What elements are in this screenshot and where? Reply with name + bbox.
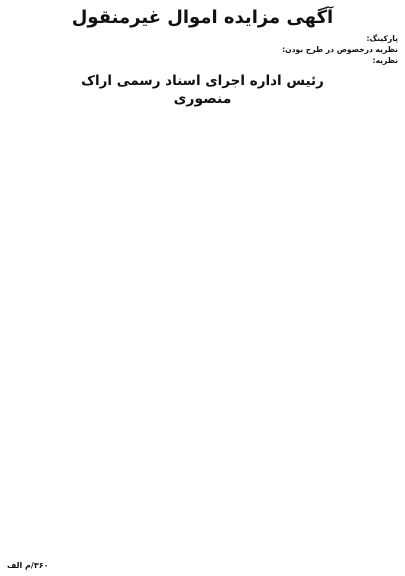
paragraph-lead: نظریه: — [372, 56, 398, 66]
notice-paragraph — [7, 33, 398, 44]
signature-block — [7, 72, 398, 108]
notice-body — [7, 33, 398, 66]
notice-paragraph — [7, 44, 398, 55]
notice-paragraph — [7, 55, 398, 66]
signature-office: رئیس اداره اجرای اسناد رسمی اراک — [81, 73, 324, 90]
paragraph-lead: پارکینگ: — [366, 34, 398, 43]
signature-name: منصوری — [173, 91, 232, 108]
notice-code: ۳۶۰/م الف — [7, 561, 49, 570]
notice-title: آگهی مزایده اموال غیرمنقول — [71, 7, 334, 28]
paragraph-lead: نظریه درخصوص در طرح بودن: — [282, 45, 398, 55]
